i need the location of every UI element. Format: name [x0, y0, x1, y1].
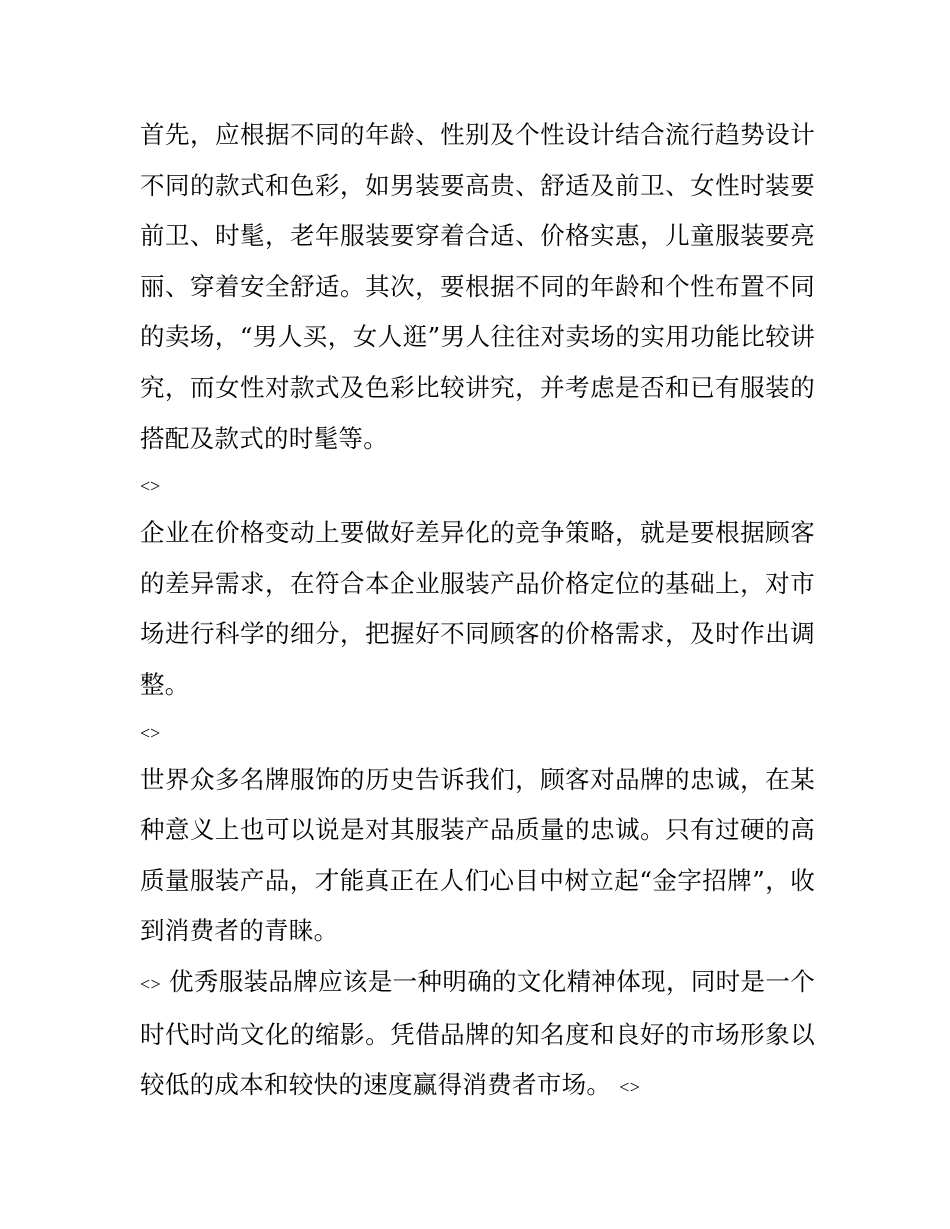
section-marker-3: <> — [140, 973, 161, 994]
paragraph-1: 首先，应根据不同的年龄、性别及个性设计结合流行趋势设计不同的款式和色彩，如男装要高贵、舒适及前卫、女性时装要前卫、时髦，老年服装要穿着合适、价格实惠，儿童服装要亮丽、穿着安全舒适。其次，要根据不同的年龄和个性布置不同的卖场，“男人买，女人逛”男人往往对卖场的实用功能比较讲究，而女性对款式及色彩比较讲究，并考虑是否和已有服装的搭配及款式的时髦等。 — [140, 120, 815, 453]
paragraph-4-text: 优秀服装品牌应该是一种明确的文化精神体现，同时是一个时代时尚文化的缩影。凭借品牌的知名度和良好的市场形象以较低的成本和较快的速度赢得消费者市场。 — [140, 966, 816, 1100]
document-body — [140, 110, 815, 1113]
paragraph-3: 世界众多名牌服饰的历史告诉我们，顾客对品牌的忠诚，在某种意义上也可以说是对其服装产品质量的忠诚。只有过硬的高质量服装产品，才能真正在人们心目中树立起“金字招牌”，收到消费者的青睐。 — [140, 764, 815, 946]
section-marker-1: <> — [140, 476, 161, 497]
section-marker-2: <> — [140, 722, 161, 743]
paragraph-4 — [140, 957, 815, 1113]
section-marker-4: <> — [619, 1077, 641, 1098]
paragraph-2: 企业在价格变动上要做好差异化的竞争策略，就是要根据顾客的差异需求，在符合本企业服装产品价格定位的基础上，对市场进行科学的细分，把握好不同顾客的价格需求，及时作出调整。 — [140, 518, 815, 699]
